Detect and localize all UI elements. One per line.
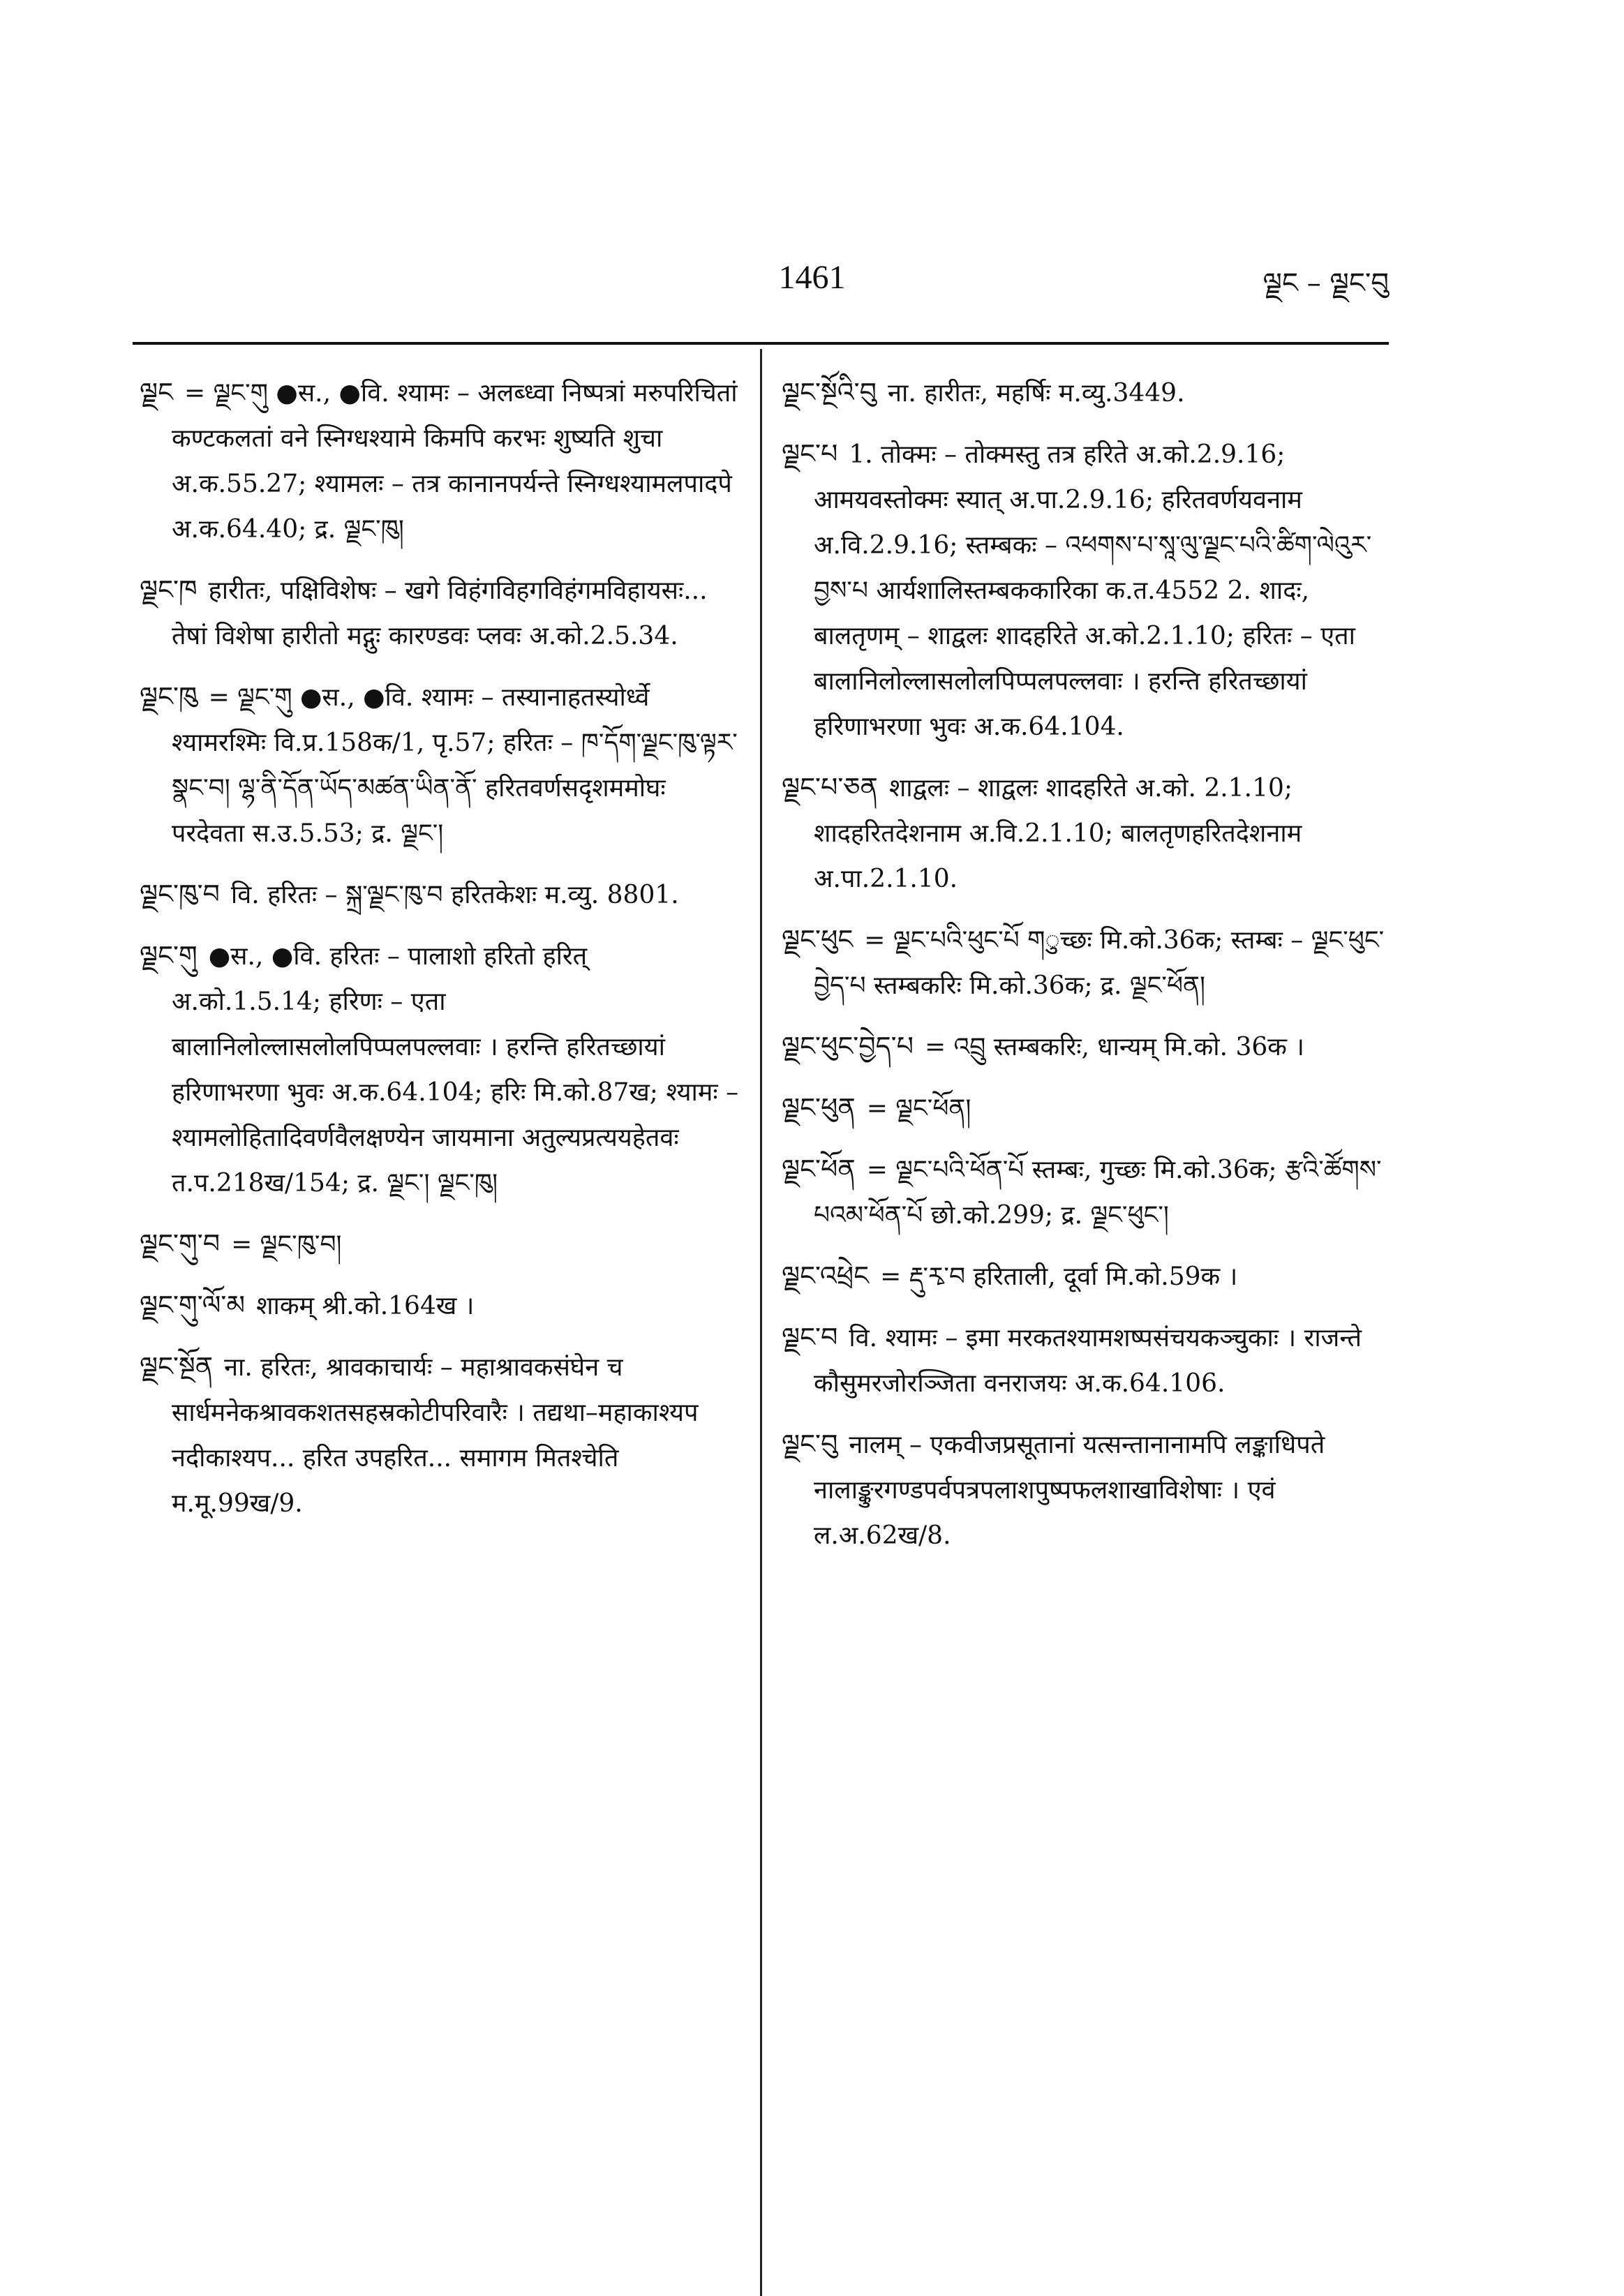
entry-headword: ལྗང་ཕུན bbox=[782, 1092, 856, 1123]
entry-headword: ལྗང་བུ bbox=[782, 1429, 838, 1459]
entry-definition: नालम् – एकवीजप्रसूतानां यत्सन्तानानामपि लङ्काधिपते नालाङ्कुरगण्डपर्वपत्रपलाशपुष्पफलशाखाविशेषाः । एवं ल.अ.62ख/8. bbox=[814, 1431, 1325, 1550]
right-column bbox=[782, 370, 1396, 1574]
dictionary-entry bbox=[782, 431, 1396, 750]
dictionary-entry bbox=[140, 1344, 740, 1526]
entry-headword: ལྗང་སྔོན bbox=[140, 1351, 214, 1382]
entry-definition: = འབྲུ स्तम्बकरिः, धान्यम् मि.को. 36क । bbox=[924, 1033, 1305, 1061]
entry-definition: शाद्वलः – शाद्वलः शादहरिते अ.को. 2.1.10; शादहरितदेशनाम अ.वि.2.1.10; बालतृणहरितदेशनाम अ.पा.2.1.10. bbox=[814, 774, 1302, 893]
dictionary-entry bbox=[782, 1422, 1396, 1558]
entry-headword: ལྗང་ཁ bbox=[140, 574, 198, 605]
entry-definition: = ལྗང་གུ ●स., ●वि. श्यामः – तस्यानाहतस्योर्ध्वे श्यामरश्मिः वि.प्र.158क/1, पृ.57; हरितः – ཁ་དོག་ལྗང་ཁུ་ལྟར་སྣང་བ། ལྷ་ནི་དོན་ཡོད་མཚན་ཡིན་ནོ་ हरितवर्णसदृशममोघः परदेवता स.उ.5.53; द्र. ལྗང་། bbox=[172, 683, 738, 848]
header-rule bbox=[133, 342, 1389, 345]
entry-definition: 1. तोक्मः – तोक्मस्तु तत्र हरिते अ.को.2.9.16; आमयवस्तोक्मः स्यात् अ.पा.2.9.16; हरितवर्णयवनाम अ.वि.2.9.16; स्तम्बकः – འཕགས་པ་སཱ་ལུ་ལྗང་པའི་ཚིག་ལེའུར་བྱས་པ आर्यशालिस्तम्बककारिका क.त.4552 2. शादः, बालतृणम् – शाद्वलः शादहरिते अ.को.2.1.10; हरितः – एता बालानिलोल्लासलोलपिप्पलपल्लवाः । हरन्ति हरितच्छायां हरिणाभरणा भुवः अ.क.64.104. bbox=[814, 440, 1372, 741]
entry-headword: ལྗང་གུ་ལོ་མ bbox=[140, 1290, 246, 1320]
entry-definition: = ལྗང་ཕོན། bbox=[866, 1094, 971, 1123]
entry-definition: वि. हरितः – སྐྲ་ལྗང་ཁུ་བ हरितकेशः म.व्यु. 8801. bbox=[230, 881, 679, 909]
left-column bbox=[140, 370, 740, 1542]
entry-definition: शाकम् श्री.को.164ख । bbox=[256, 1292, 475, 1320]
entry-definition: = རྡུ་རྭ་བ हरिताली, दूर्वा मि.को.59क । bbox=[880, 1262, 1238, 1291]
dictionary-entry bbox=[782, 765, 1396, 902]
page-number: 1461 bbox=[778, 259, 846, 296]
entry-definition: = ལྗང་པའི་ཕོན་པོ स्तम्बः, गुच्छः मि.को.36क; རྩའི་ཚོགས་པའམ་ཕོན་པོ छो.को.299; द्र. ལྗང་ཕུང་། bbox=[814, 1156, 1382, 1230]
dictionary-entry bbox=[140, 872, 740, 918]
dictionary-entry bbox=[782, 1024, 1396, 1070]
dictionary-entry bbox=[140, 1221, 740, 1267]
dictionary-entry bbox=[140, 933, 740, 1206]
entry-definition: = ལྗང་གུ ●स., ●वि. श्यामः – अलब्ध्वा निष्पत्रां मरुपरिचितां कण्टकलतां वने स्निग्धश्यामे किमपि करभः शुष्यति शुचा अ.क.55.27; श्यामलः – तत्र कानानपर्यन्ते स्निग्धश्यामलपादपे अ.क.64.40; द्र. ལྗང་ཁུ། bbox=[172, 379, 738, 544]
dictionary-entry bbox=[140, 674, 740, 856]
dictionary-entry bbox=[782, 1253, 1396, 1299]
entry-definition: = ལྗང་པའི་ཕུང་པོ གुच्छः मि.को.36क; स्तम्बः – ལྗང་ཕུང་བྱེད་པ स्तम्बकरिः मि.को.36क; द्र. ལྗང་ཕོན། bbox=[814, 926, 1385, 1000]
entry-definition: हारीतः, पक्षिविशेषः – खगे विहंगविहगविहंगमविहायसः... तेषां विशेषा हारीतो मद्गुः कारण्डवः प्लवः अ.को.2.5.34. bbox=[172, 576, 708, 650]
dictionary-entry bbox=[140, 1283, 740, 1329]
entry-definition: ●स., ●वि. हरितः – पालाशो हरितो हरित् अ.को.1.5.14; हरिणः – एता बालानिलोल्लासलोलपिप्पलपल्लवाः । हरन्ति हरितच्छायां हरिणाभरणा भुवः अ.क.64.104; हरिः मि.को.87ख; श्यामः – श्यामलोहितादिवर्णवैलक्षण्येन जायमाना अतुल्यप्रत्ययहेतवः त.प.218ख/154; द्र. ལྗང་། ལྗང་ཁུ། bbox=[172, 942, 739, 1198]
column-divider bbox=[760, 349, 762, 2296]
dictionary-entry bbox=[782, 1085, 1396, 1131]
entry-headword: ལྗང་པ་ཅན bbox=[782, 772, 878, 803]
entry-headword: ལྗང་ཕུང bbox=[782, 924, 854, 955]
dictionary-entry bbox=[782, 370, 1396, 416]
entry-definition: ना. हरितः, श्रावकाचार्यः – महाश्रावकसंघेन च सार्धमनेकश्रावकशतसहस्रकोटीपरिवारैः । तद्यथा–महाकाश्यप नदीकाश्यप... हरित उपहरित... समागम मितश्चेति म.मू.99ख/9. bbox=[172, 1353, 699, 1518]
entry-headword: ལྗང་བ bbox=[782, 1322, 838, 1352]
entry-headword: ལྗང་འཕྲེང bbox=[782, 1260, 870, 1291]
running-head: ལྗང – ལྗང་བུ bbox=[1262, 267, 1389, 299]
entry-headword: ལྗང་གུ་བ bbox=[140, 1228, 221, 1259]
entry-headword: ལྗང bbox=[140, 377, 173, 408]
entry-headword: ལྗང་པ bbox=[782, 438, 838, 469]
entry-headword: ལྗང་སྔོའི་བུ bbox=[782, 377, 877, 408]
dictionary-entry bbox=[140, 370, 740, 552]
entry-headword: ལྗང་ཁུ་བ bbox=[140, 879, 220, 909]
dictionary-entry bbox=[782, 1147, 1396, 1238]
dictionary-entry bbox=[140, 567, 740, 659]
entry-headword: ལྗང་ཕུང་བྱེད་པ bbox=[782, 1031, 914, 1061]
entry-headword: ལྗང་ཕོན bbox=[782, 1154, 856, 1184]
dictionary-entry bbox=[782, 917, 1396, 1008]
entry-headword: ལྗང་གུ bbox=[140, 940, 198, 971]
entry-headword: ལྗང་ཁུ bbox=[140, 681, 198, 712]
entry-definition: वि. श्यामः – इमा मरकतश्यामशष्पसंचयकञ्चुकाः । राजन्ते कौसुमरजोरञ्जिता वनराजयः अ.क.64.106. bbox=[814, 1324, 1362, 1398]
entry-definition: = ལྗང་ཁུ་བ། bbox=[231, 1230, 342, 1259]
dictionary-entry bbox=[782, 1315, 1396, 1406]
entry-definition: ना. हारीतः, महर्षिः म.व्यु.3449. bbox=[888, 379, 1185, 408]
